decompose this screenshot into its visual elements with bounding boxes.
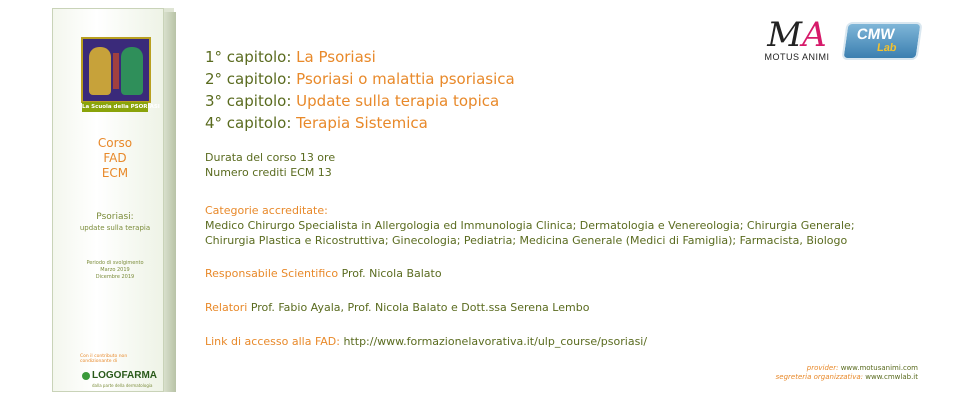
chapter-title: Terapia Sistemica: [296, 114, 428, 132]
box-subtitle-2: update sulla terapia: [79, 224, 151, 232]
secretary-value: www.cmwlab.it: [863, 373, 918, 381]
logofarma-icon: [82, 372, 90, 380]
chapter-label: 4° capitolo:: [205, 114, 297, 132]
chapter-title: Psoriasi o malattia psoriasica: [296, 70, 515, 88]
categories-block: [205, 203, 855, 248]
cmw-text: CMW: [855, 26, 896, 43]
artwork-figure-center: [113, 53, 119, 89]
chapter-item: [205, 112, 515, 134]
speakers-label: Relatori: [205, 301, 248, 314]
secretary-label: segreteria organizzativa:: [775, 373, 864, 381]
box-side: [164, 12, 176, 392]
box-subtitle-1: Psoriasi:: [96, 212, 134, 222]
motus-animi-logo: [758, 15, 836, 62]
chapter-label: 3° capitolo:: [205, 92, 297, 110]
box-period-start: Marzo 2019: [100, 267, 130, 273]
footer-provider: [776, 364, 918, 373]
footer-credits: [776, 364, 918, 382]
box-period: [70, 260, 160, 281]
artwork-figure-left: [89, 47, 111, 95]
course-duration-block: [205, 150, 335, 180]
box-period-end: Dicembre 2019: [95, 274, 135, 280]
course-box-image: [52, 8, 176, 392]
chapter-title: Update sulla terapia topica: [296, 92, 500, 110]
motus-mark-m: M: [767, 15, 803, 55]
lab-text: Lab: [876, 42, 898, 54]
scientific-director: [205, 266, 442, 281]
link-label: Link di accesso alla FAD:: [205, 335, 340, 348]
categories-line-2: Chirurgia Plastica e Ricostruttiva; Ginecologia; Pediatria; Medicina Generale (Medici di Famiglia); Farmacista, Biologo: [205, 234, 848, 247]
scientific-value: Prof. Nicola Balato: [338, 267, 442, 280]
chapter-label: 1° capitolo:: [205, 48, 297, 66]
box-corso: Corso: [97, 136, 133, 150]
box-subtitle: [70, 212, 160, 234]
box-fad: FAD: [103, 151, 127, 165]
artwork-figure-right: [121, 47, 143, 95]
provider-label: provider:: [806, 364, 839, 372]
motus-animi-mark: [758, 15, 836, 55]
logofarma-logo: [82, 370, 157, 381]
categories-label: Categorie accreditate:: [205, 204, 328, 217]
chapter-label: 2° capitolo:: [205, 70, 297, 88]
box-period-label: Periodo di svolgimento: [86, 260, 144, 266]
provider-value: www.motusanimi.com: [838, 364, 918, 372]
course-duration: Durata del corso 13 ore: [205, 151, 336, 164]
motus-mark-a: A: [802, 15, 827, 55]
chapter-item: [205, 68, 515, 90]
cmw-lab-logo: [841, 22, 922, 60]
box-artwork: [81, 37, 151, 103]
speakers: [205, 300, 589, 315]
chapter-item: [205, 46, 515, 68]
box-ecm: ECM: [101, 166, 129, 180]
scientific-label: Responsabile Scientifico: [205, 267, 339, 280]
speakers-value: Prof. Fabio Ayala, Prof. Nicola Balato e Dott.ssa Serena Lembo: [247, 301, 590, 314]
motus-animi-text: MOTUS ANIMI: [764, 52, 830, 62]
chapter-item: [205, 90, 515, 112]
box-course-type: [70, 136, 160, 181]
box-front: [52, 8, 164, 392]
course-credits: Numero crediti ECM 13: [205, 166, 332, 179]
categories-line-1: Medico Chirurgo Specialista in Allergologia ed Immunologia Clinica; Dermatologia e Venereologia; Chirurgia Generale;: [205, 219, 855, 232]
link-url[interactable]: http://www.formazionelavorativa.it/ulp_course/psoriasi/: [339, 335, 648, 348]
logofarma-name: LOGOFARMA: [92, 370, 157, 381]
access-link: [205, 334, 647, 349]
chapter-title: La Psoriasi: [296, 48, 376, 66]
chapter-list: [205, 46, 515, 134]
box-tag: La Scuola della PSORIASI: [82, 104, 160, 110]
footer-secretary: [776, 373, 918, 382]
logofarma-tagline: dalla parte della dermatologia: [92, 383, 153, 388]
box-sponsor-note: Con il contributo non condizionante di: [80, 354, 128, 364]
